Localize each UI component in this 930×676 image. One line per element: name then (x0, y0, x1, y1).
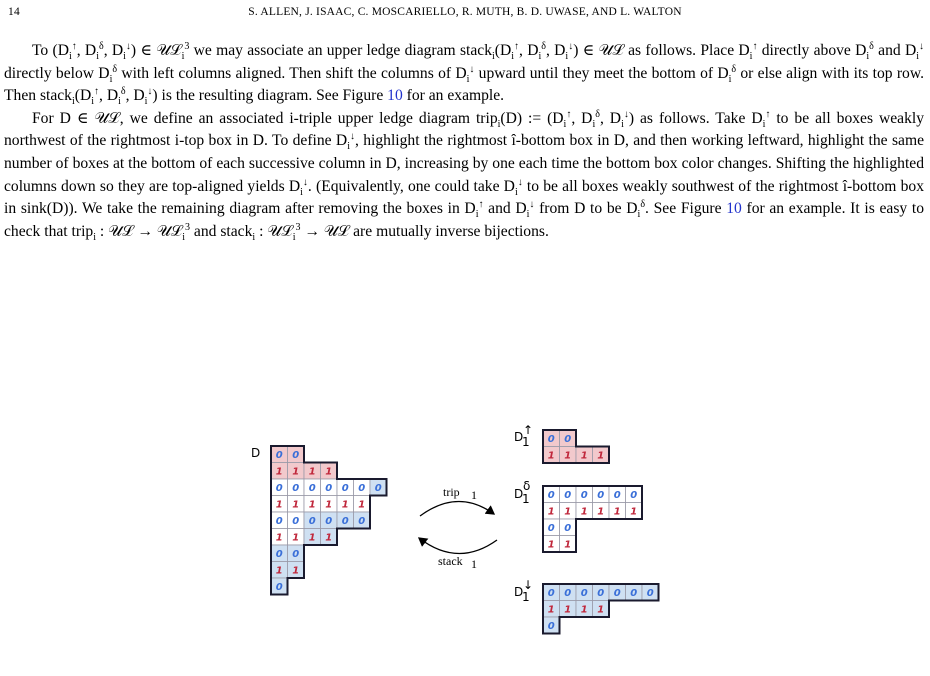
svg-text:stack: stack (438, 554, 463, 568)
D-cell-value: 1 (292, 499, 300, 511)
svg-text:↑: ↑ (523, 423, 534, 437)
D-cell-value: 1 (358, 499, 366, 511)
trip-arrow (420, 485, 494, 516)
D-delta-cell-value: 0 (564, 522, 572, 534)
label-D: D (251, 446, 261, 460)
page-number: 14 (8, 6, 20, 18)
D-cell-value: 1 (325, 466, 333, 478)
figure-ref-link-2[interactable]: 10 (726, 200, 742, 218)
D-down-cell-value: 0 (646, 587, 654, 599)
stack-arrow (419, 538, 497, 571)
D-down-cell-value: 0 (613, 587, 621, 599)
D-delta-cell-value: 1 (547, 506, 555, 518)
D-cell-value: 0 (358, 515, 366, 527)
D-delta-cell-value: 1 (547, 539, 555, 551)
svg-text:1: 1 (471, 557, 477, 571)
D-delta-cell-value: 1 (613, 506, 621, 518)
D-cell-value: 1 (341, 499, 349, 511)
D-down-cell-value: 0 (580, 587, 588, 599)
D-cell-value: 0 (325, 515, 333, 527)
D-up-cell-value: 0 (547, 433, 555, 445)
D-cell-value: 0 (292, 482, 300, 494)
D-delta-cell-value: 0 (597, 489, 605, 501)
D-cell-value: 0 (275, 581, 283, 593)
D-cell-value: 0 (358, 482, 366, 494)
D-delta-cell-value: 1 (564, 506, 572, 518)
D-down-cell-value: 0 (597, 587, 605, 599)
D-cell-value: 0 (374, 482, 382, 494)
D-delta-cell-value: 0 (547, 489, 555, 501)
D-cell-value: 1 (325, 499, 333, 511)
svg-text:δ: δ (523, 479, 531, 493)
paragraph-stack-definition: To ($D_i^↑$, $D_i^\delta$, $D_i^↓$) ∈ 𝒰ℒ$_i^3$ we may associate an upper ledge diagram $stack_i(D_i^↑$, $D_i^\delta$, $D_i^↓$) ∈ 𝒰ℒ as follows. Place $D_i^↑$ directly above $D_i^\delta$ and $D_i^↓$ directly below $D_i^\delta$ with left columns aligned. Then shift the columns of $D_i^↓$ upward until they meet the bottom of $D_i^\delta$ or else align with its top row. Then $stack_i(D_i^↑$, $D_i^\delta$, $D_i^↓$) is the resulting diagram. See Figure 10 for an example. (4, 40, 924, 108)
svg-text:↓: ↓ (523, 578, 534, 592)
label-D-up (514, 423, 533, 449)
diagram-D-delta (543, 486, 642, 552)
running-head-authors: S. ALLEN, J. ISAAC, C. MOSCARIELLO, R. MUTH, B. D. UWASE, AND L. WALTON (248, 6, 682, 18)
D-down-cell-value: 1 (564, 604, 572, 616)
D-down-cell-value: 1 (580, 604, 588, 616)
D-cell-value: 1 (275, 499, 283, 511)
D-cell-value: 1 (275, 466, 283, 478)
D-cell-value: 0 (275, 482, 283, 494)
D-down-cell-value: 0 (547, 620, 555, 632)
D-down-cell-value: 0 (630, 587, 638, 599)
D-cell-value: 1 (308, 499, 316, 511)
label-D-down (514, 578, 533, 604)
D-cell-value: 0 (308, 515, 316, 527)
D-down-cell-value: 0 (564, 587, 572, 599)
D-up-cell-value: 1 (597, 450, 605, 462)
D-cell-value: 0 (341, 482, 349, 494)
D-up-cell-value: 1 (547, 450, 555, 462)
D-delta-cell-value: 0 (613, 489, 621, 501)
D-cell-value: 1 (275, 565, 283, 577)
D-cell-value: 1 (325, 532, 333, 544)
D-delta-cell-value: 0 (547, 522, 555, 534)
D-cell-value: 0 (308, 482, 316, 494)
label-D-delta (514, 479, 530, 506)
D-cell-value: 0 (292, 515, 300, 527)
D-up-cell-value: 1 (580, 450, 588, 462)
D-delta-cell-value: 1 (580, 506, 588, 518)
D-cell-value: 1 (308, 532, 316, 544)
svg-text:trip: trip (443, 485, 460, 499)
diagram-D (271, 446, 387, 595)
svg-text:D: D (514, 430, 524, 444)
figure-ref-link[interactable]: 10 (387, 87, 403, 105)
paragraph-trip-definition: For D ∈ 𝒰ℒ, we define an associated i-triple upper ledge diagram trip$_i$(D) := ($D_i^↑$, $D_i^\delta$, $D_i^↓$) as follows. Take $D_i^↑$ to be all boxes weakly northwest of the rightmost i-top box in D. To define $D_i^↓$, highlight the rightmost î-bottom box in D, and then working leftward, highlight the same number of boxes at the bottom of each successive column in D, increasing by one each time the bottom box color changes. Shifting the highlighted columns down so they are top-aligned yields $D_i^↓$. (Equivalently, one could take $D_i^↓$ to be all boxes weakly southwest of the rightmost î-bottom box in sink(D)). We take the remaining diagram after removing the boxes in $D_i^↑$ and $D_i^↓$ from D to be $D_i^\delta$. See Figure 10 for an example. It is easy to check that trip$_i$ : 𝒰ℒ → 𝒰ℒ$_i^3$ and stack$_i$ : 𝒰ℒ$_i^3$ → 𝒰ℒ are mutually inverse bijections. (4, 108, 925, 243)
svg-text:1: 1 (522, 435, 530, 449)
D-cell-value: 1 (275, 532, 283, 544)
diagram-D-up (543, 430, 609, 463)
svg-text:1: 1 (522, 590, 530, 604)
diagram-D-down (543, 584, 659, 634)
D-cell-value: 0 (292, 449, 300, 461)
D-delta-cell-value: 1 (630, 506, 638, 518)
D-cell-value: 1 (292, 532, 300, 544)
D-delta-cell-value: 1 (564, 539, 572, 551)
D-cell-value: 0 (292, 548, 300, 560)
D-cell-value: 1 (308, 466, 316, 478)
svg-text:1: 1 (522, 492, 530, 506)
svg-text:1: 1 (471, 488, 477, 502)
svg-text:D: D (514, 487, 524, 501)
D-delta-cell-value: 1 (597, 506, 605, 518)
D-down-cell-value: 0 (547, 587, 555, 599)
D-cell-value: 0 (275, 449, 283, 461)
D-up-cell-value: 0 (564, 433, 572, 445)
D-cell-value: 0 (275, 515, 283, 527)
D-cell-value: 1 (292, 466, 300, 478)
svg-text:D: D (514, 585, 524, 599)
D-delta-cell-value: 0 (564, 489, 572, 501)
D-down-cell-value: 1 (547, 604, 555, 616)
D-cell-value: 0 (325, 482, 333, 494)
D-delta-cell-value: 0 (630, 489, 638, 501)
D-cell-value: 0 (341, 515, 349, 527)
D-cell-value: 1 (292, 565, 300, 577)
D-cell-value: 0 (275, 548, 283, 560)
D-delta-cell-value: 0 (580, 489, 588, 501)
D-down-cell-value: 1 (597, 604, 605, 616)
D-up-cell-value: 1 (564, 450, 572, 462)
